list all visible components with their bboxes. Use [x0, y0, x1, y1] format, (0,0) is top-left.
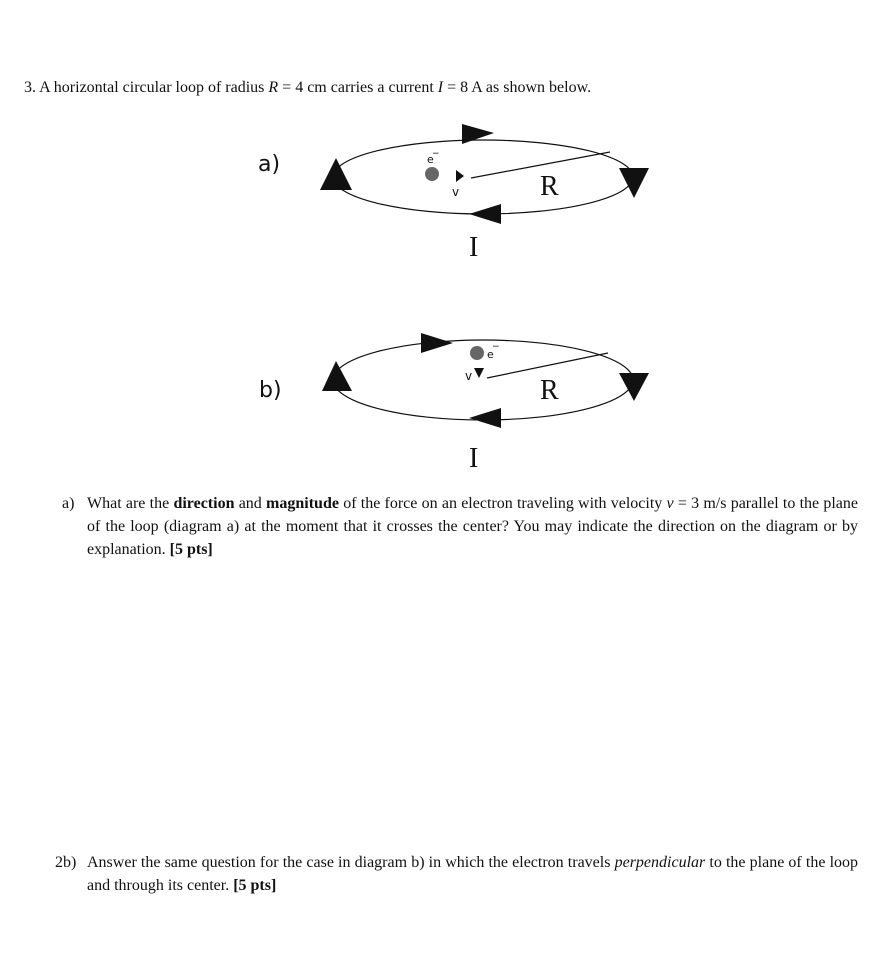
- diagram-a-current-arrow-right: [619, 168, 649, 198]
- question-a-text-1: What are the: [87, 495, 170, 512]
- diagram-b-electron-charge: −: [492, 342, 500, 352]
- diagram-b-current-arrow-top: [421, 333, 453, 353]
- question-b-text-1: Answer the same question for the case in diagram b) in which the electron travels: [87, 854, 611, 871]
- diagram-a-label: a): [258, 152, 281, 177]
- diagram-a-electron-label: e: [427, 153, 434, 166]
- question-a-text-4: = 3 m/s parallel to the plane of the loop (diagram a) at the moment that it crosses the center? You may indicate the direction on the diagram or by explanation.: [87, 495, 859, 558]
- diagram-b-radius-label: R: [540, 375, 559, 406]
- question-a-velocity-symbol: v: [666, 495, 674, 512]
- question-b-points: [5 pts]: [233, 877, 277, 894]
- diagram-b-current-arrow-bottom: [469, 408, 501, 428]
- question-a-number: a): [62, 495, 75, 512]
- question-a-bold-magnitude: magnitude: [266, 495, 339, 512]
- diagram-b-current-arrow-right: [619, 373, 649, 401]
- diagram-b-current-arrow-left: [322, 361, 352, 391]
- diagram-a-current-label: I: [469, 232, 479, 263]
- diagram-a-velocity-arrow: [456, 170, 464, 182]
- diagram-a-electron: [425, 167, 439, 181]
- diagram-b-electron-label: e: [487, 348, 494, 361]
- question-b-number: 2b): [55, 854, 77, 871]
- current-value: = 8 A as shown below.: [443, 79, 592, 96]
- diagram-b-electron: [470, 346, 484, 360]
- diagram-b: [259, 333, 649, 474]
- question-a-points: [5 pts]: [169, 541, 213, 558]
- problem-number: 3.: [24, 79, 36, 96]
- question-a-text-2: and: [238, 495, 262, 512]
- diagram-a: [258, 124, 649, 263]
- diagram-a-current-arrow-top: [462, 124, 494, 144]
- question-b-text-2: to the plane of the loop and through its center.: [87, 854, 859, 894]
- question-a-bold-direction: direction: [173, 495, 235, 512]
- diagram-b-velocity-label: v: [465, 369, 473, 383]
- radius-symbol: R: [268, 79, 279, 96]
- radius-value: = 4 cm carries a current: [278, 79, 434, 96]
- question-a-text-3: of the force on an electron traveling with velocity: [343, 495, 663, 512]
- diagram-b-label: b): [259, 378, 282, 403]
- diagram-a-current-arrow-left: [320, 158, 352, 190]
- current-symbol: I: [437, 79, 444, 96]
- question-b-body: [87, 851, 858, 897]
- question-b-emphasis: perpendicular: [614, 854, 706, 871]
- diagram-a-velocity-label: v: [452, 185, 460, 199]
- diagram-b-velocity-arrow: [474, 368, 484, 378]
- diagram-a-loop: [333, 140, 633, 214]
- diagram-b-current-label: I: [469, 443, 479, 474]
- question-a-body: [87, 492, 858, 561]
- diagram-a-radius-label: R: [540, 171, 559, 202]
- problem-text: A horizontal circular loop of radius: [39, 79, 265, 96]
- diagram-a-current-arrow-bottom: [469, 204, 501, 224]
- diagram-a-electron-charge: −: [432, 149, 440, 159]
